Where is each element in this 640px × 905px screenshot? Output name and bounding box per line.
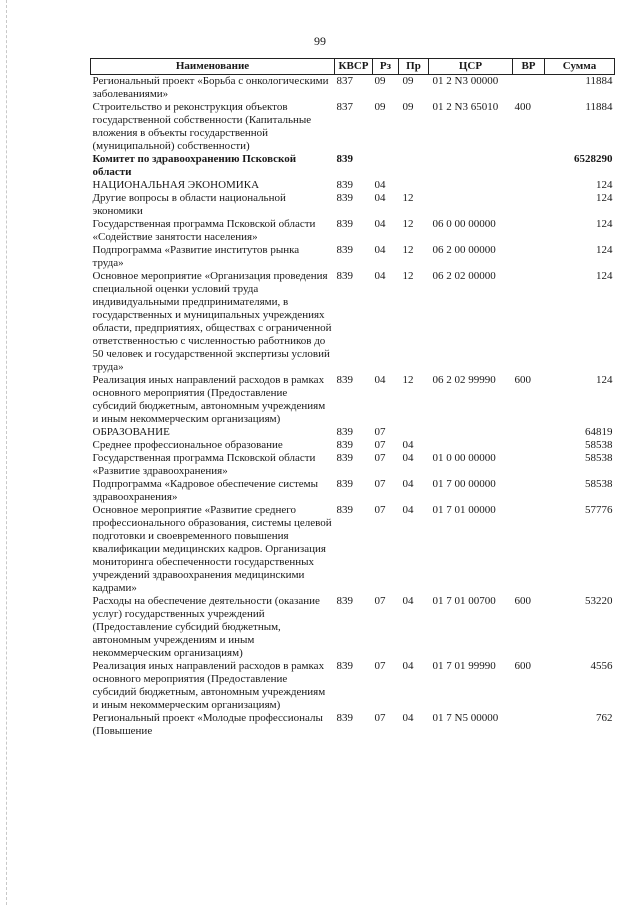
cell-kvsr: 839 <box>336 452 353 464</box>
cell-sum: 4556 <box>590 660 613 672</box>
cell-name: Государственная программа Псковской области «Содействие занятости населения» <box>92 218 316 243</box>
cell-sum: 124 <box>596 192 613 204</box>
cell-name: Региональный проект «Борьба с онкологическими заболеваниями» <box>92 75 329 100</box>
cell-name: Среднее профессиональное образование <box>92 439 283 451</box>
cell-pr: 12 <box>402 270 414 282</box>
cell-kvsr: 839 <box>336 504 353 516</box>
header-pr: Пр <box>399 59 429 75</box>
cell-name: Реализация иных направлений расходов в рамках основного мероприятия (Предоставление субсидий бюджетным, автономным учреждениям и иным некоммерческим организациям) <box>92 374 326 425</box>
table-row <box>91 218 615 244</box>
cell-csr: 01 7 00 00000 <box>432 478 496 490</box>
cell-kvsr: 839 <box>336 179 353 191</box>
cell-vr <box>513 452 545 478</box>
cell-vr <box>513 192 545 218</box>
cell-kvsr: 839 <box>336 439 353 451</box>
page-number: 99 <box>314 34 326 48</box>
cell-name: Расходы на обеспечение деятельности (оказание услуг) государственных учреждений (Предоставление субсидий бюджетным, автономным учреждениям и иным некоммерческим организациям) <box>92 595 320 659</box>
cell-vr <box>513 244 545 270</box>
cell-csr: 06 2 02 99990 <box>432 374 496 386</box>
cell-rz: 04 <box>374 192 386 204</box>
header-csr: ЦСР <box>429 59 513 75</box>
cell-vr <box>513 439 545 452</box>
table-row <box>91 439 615 452</box>
cell-kvsr: 839 <box>336 478 353 490</box>
table-row <box>91 712 615 738</box>
cell-kvsr: 837 <box>336 101 353 113</box>
cell-pr: 04 <box>402 439 414 451</box>
cell-csr <box>429 192 513 218</box>
table-row <box>91 660 615 712</box>
cell-csr: 06 0 00 00000 <box>432 218 496 230</box>
cell-sum: 58538 <box>585 478 613 490</box>
scan-edge <box>6 0 8 905</box>
budget-table <box>90 58 615 738</box>
cell-csr: 01 7 01 00700 <box>432 595 496 607</box>
cell-sum: 6528290 <box>574 153 613 165</box>
table-row <box>91 244 615 270</box>
cell-csr: 01 2 N3 00000 <box>432 75 499 87</box>
cell-sum: 124 <box>596 270 613 282</box>
cell-kvsr: 839 <box>336 270 353 282</box>
table-row <box>91 595 615 660</box>
cell-kvsr: 839 <box>336 712 353 724</box>
cell-pr: 04 <box>402 660 414 672</box>
table-row <box>91 153 615 179</box>
cell-rz: 07 <box>374 660 386 672</box>
cell-sum: 64819 <box>585 426 613 438</box>
cell-kvsr: 839 <box>336 244 353 256</box>
cell-csr: 06 2 02 00000 <box>432 270 496 282</box>
cell-rz: 07 <box>374 439 386 451</box>
cell-kvsr: 837 <box>336 75 353 87</box>
cell-name: НАЦИОНАЛЬНАЯ ЭКОНОМИКА <box>92 179 260 191</box>
header-sum: Сумма <box>545 59 615 75</box>
cell-rz: 04 <box>374 218 386 230</box>
cell-pr <box>399 426 429 439</box>
cell-name: Строительство и реконструкция объектов государственной собственности (Капитальные вложения в объекты государственной (муниципальной) собственности) <box>92 101 312 152</box>
table-row <box>91 75 615 102</box>
cell-rz: 07 <box>374 595 386 607</box>
cell-name: Основное мероприятие «Организация проведения специальной оценки условий труда индивидуальными предпринимателями, в государственных и муниципальных учреждениях области, предприятиях, обществах с ограниченной ответственностью с численностью работников до 50 человек и государственной экспертизы условий труда» <box>92 270 332 373</box>
cell-vr <box>513 218 545 244</box>
cell-csr: 01 2 N3 65010 <box>432 101 499 113</box>
table-header-row <box>91 59 615 75</box>
cell-pr: 12 <box>402 218 414 230</box>
cell-pr <box>399 153 429 179</box>
cell-sum: 124 <box>596 374 613 386</box>
cell-pr: 09 <box>402 101 414 113</box>
cell-rz: 09 <box>374 75 386 87</box>
cell-kvsr: 839 <box>336 660 353 672</box>
cell-csr: 01 7 N5 00000 <box>432 712 499 724</box>
cell-vr <box>513 153 545 179</box>
cell-csr: 06 2 00 00000 <box>432 244 496 256</box>
cell-rz: 07 <box>374 478 386 490</box>
cell-pr: 12 <box>402 244 414 256</box>
cell-vr <box>513 478 545 504</box>
cell-csr <box>429 439 513 452</box>
cell-vr: 600 <box>514 660 531 672</box>
cell-csr: 01 7 01 99990 <box>432 660 496 672</box>
cell-pr: 04 <box>402 712 414 724</box>
table-row <box>91 504 615 595</box>
cell-sum: 11884 <box>585 101 613 113</box>
cell-sum: 53220 <box>585 595 613 607</box>
cell-rz: 07 <box>374 504 386 516</box>
cell-sum: 11884 <box>585 75 613 87</box>
cell-kvsr: 839 <box>336 192 353 204</box>
cell-csr: 01 0 00 00000 <box>432 452 496 464</box>
cell-pr: 04 <box>402 478 414 490</box>
cell-csr <box>429 153 513 179</box>
cell-vr: 600 <box>514 374 531 386</box>
cell-name: ОБРАЗОВАНИЕ <box>92 426 170 438</box>
cell-rz: 07 <box>374 426 386 438</box>
cell-kvsr: 839 <box>336 218 353 230</box>
cell-vr <box>513 712 545 738</box>
table-row <box>91 426 615 439</box>
table-row <box>91 101 615 153</box>
cell-pr: 12 <box>402 192 414 204</box>
cell-name: Основное мероприятие «Развитие среднего профессионального образования, системы целевой подготовки и своевременного повышения квалификации медицинских кадров. Организация мониторинга обеспеченности государственных учреждений здравоохранения медицинскими кадрами» <box>92 504 332 594</box>
cell-sum: 58538 <box>585 439 613 451</box>
table-row <box>91 192 615 218</box>
cell-rz: 04 <box>374 270 386 282</box>
cell-csr <box>429 179 513 192</box>
cell-name: Подпрограмма «Развитие институтов рынка труда» <box>92 244 300 269</box>
cell-vr: 400 <box>514 101 531 113</box>
table-row <box>91 452 615 478</box>
cell-pr: 04 <box>402 504 414 516</box>
cell-sum: 124 <box>596 179 613 191</box>
cell-rz: 07 <box>374 712 386 724</box>
cell-rz <box>373 153 399 179</box>
cell-pr <box>399 179 429 192</box>
cell-sum: 57776 <box>585 504 613 516</box>
cell-vr <box>513 426 545 439</box>
table-row <box>91 179 615 192</box>
header-vr: ВР <box>513 59 545 75</box>
cell-vr <box>513 504 545 595</box>
cell-name: Региональный проект «Молодые профессионалы (Повышение <box>92 712 323 737</box>
cell-sum: 58538 <box>585 452 613 464</box>
cell-rz: 07 <box>374 452 386 464</box>
header-rz: Рз <box>373 59 399 75</box>
cell-kvsr: 839 <box>336 374 353 386</box>
cell-pr: 09 <box>402 75 414 87</box>
table-row <box>91 270 615 374</box>
cell-name: Комитет по здравоохранению Псковской области <box>92 153 297 178</box>
cell-rz: 04 <box>374 179 386 191</box>
cell-vr <box>513 179 545 192</box>
cell-rz: 04 <box>374 244 386 256</box>
cell-name: Другие вопросы в области национальной экономики <box>92 192 286 217</box>
cell-rz: 09 <box>374 101 386 113</box>
cell-sum: 124 <box>596 244 613 256</box>
cell-name: Подпрограмма «Кадровое обеспечение системы здравоохранения» <box>92 478 319 503</box>
cell-csr: 01 7 01 00000 <box>432 504 496 516</box>
cell-sum: 762 <box>596 712 613 724</box>
cell-sum: 124 <box>596 218 613 230</box>
cell-pr: 12 <box>402 374 414 386</box>
cell-kvsr: 839 <box>336 153 353 165</box>
cell-kvsr: 839 <box>336 595 353 607</box>
cell-vr <box>513 75 545 102</box>
cell-name: Государственная программа Псковской области «Развитие здравоохранения» <box>92 452 316 477</box>
cell-kvsr: 839 <box>336 426 353 438</box>
cell-csr <box>429 426 513 439</box>
cell-vr <box>513 270 545 374</box>
table-row <box>91 374 615 426</box>
cell-vr: 600 <box>514 595 531 607</box>
cell-name: Реализация иных направлений расходов в рамках основного мероприятия (Предоставление субсидий бюджетным, автономным учреждениям и иным некоммерческим организациям) <box>92 660 326 711</box>
cell-rz: 04 <box>374 374 386 386</box>
cell-pr: 04 <box>402 452 414 464</box>
table-row <box>91 478 615 504</box>
cell-pr: 04 <box>402 595 414 607</box>
header-name: Наименование <box>91 59 335 75</box>
header-kvsr: КВСР <box>335 59 373 75</box>
